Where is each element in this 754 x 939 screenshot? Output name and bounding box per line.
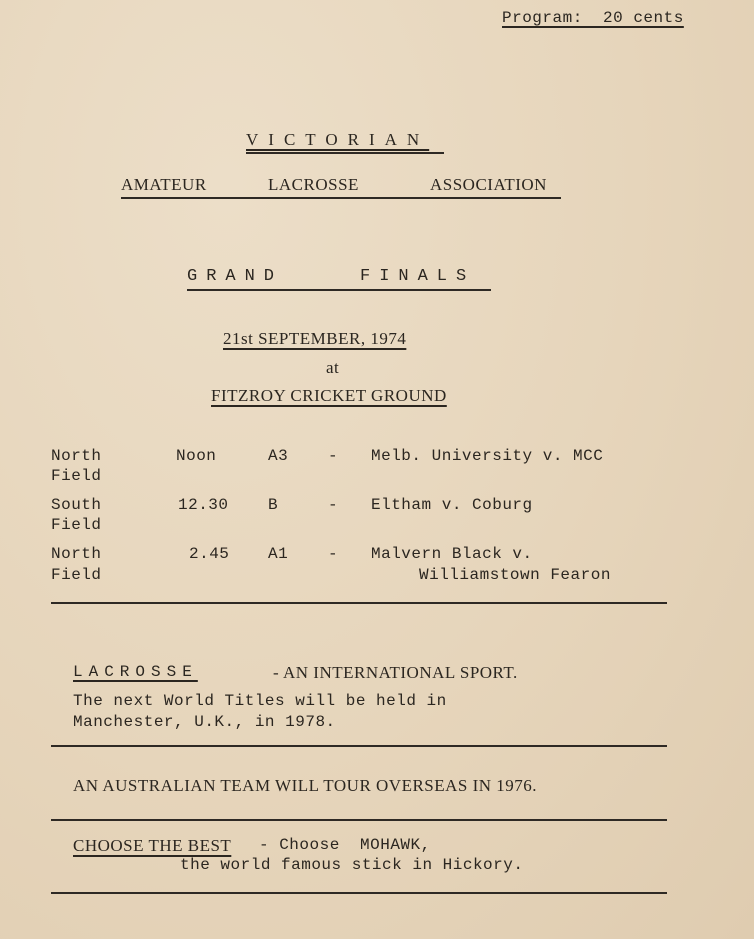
title-lacrosse: LACROSSE: [268, 175, 359, 194]
advert-title: CHOOSE THE BEST: [73, 836, 232, 855]
match-time: 2.45: [189, 545, 230, 563]
event-date: 21st SEPTEMBER, 1974: [223, 329, 407, 348]
title-amateur: AMATEUR: [121, 175, 207, 194]
field-label: Field: [51, 516, 102, 534]
match-time: 12.30: [178, 496, 229, 514]
event-underline: [187, 289, 491, 291]
notice-line: Manchester, U.K., in 1978.: [73, 713, 336, 731]
notice-line: The next World Titles will be held in: [73, 692, 447, 710]
advert-line: - Choose MOHAWK,: [259, 836, 431, 854]
match-dash: -: [328, 496, 339, 514]
victorian-underline: [246, 152, 444, 154]
divider: [51, 819, 667, 821]
match-teams: Melb. University v. MCC: [371, 447, 604, 465]
match-dash: -: [328, 447, 339, 465]
association-underline: [121, 197, 561, 199]
tour-notice: AN AUSTRALIAN TEAM WILL TOUR OVERSEAS IN 1976.: [73, 776, 538, 795]
notice-subtitle: - AN INTERNATIONAL SPORT.: [273, 663, 518, 682]
divider: [51, 892, 667, 894]
match-dash: -: [328, 545, 339, 563]
match-teams-continued: Williamstown Fearon: [419, 566, 611, 584]
title-grand: GRAND: [187, 267, 284, 286]
event-venue: FITZROY CRICKET GROUND: [211, 386, 447, 405]
advert-line: the world famous stick in Hickory.: [180, 856, 524, 874]
title-association: ASSOCIATION: [430, 175, 547, 194]
match-grade: A3: [268, 447, 289, 465]
match-time: Noon: [176, 447, 217, 465]
field-name: North: [51, 447, 102, 465]
match-grade: B: [268, 496, 279, 514]
event-at: at: [326, 358, 340, 377]
field-label: Field: [51, 566, 102, 584]
field-label: Field: [51, 467, 102, 485]
title-finals: FINALS: [360, 267, 476, 286]
match-teams: Eltham v. Coburg: [371, 496, 533, 514]
divider: [51, 745, 667, 747]
field-name: North: [51, 545, 102, 563]
field-name: South: [51, 496, 102, 514]
divider: [51, 602, 667, 604]
match-grade: A1: [268, 545, 289, 563]
price-label: Program: 20 cents: [502, 9, 684, 27]
title-victorian: VICTORIAN: [246, 130, 430, 149]
match-teams: Malvern Black v.: [371, 545, 533, 563]
notice-title: LACROSSE: [73, 663, 198, 681]
